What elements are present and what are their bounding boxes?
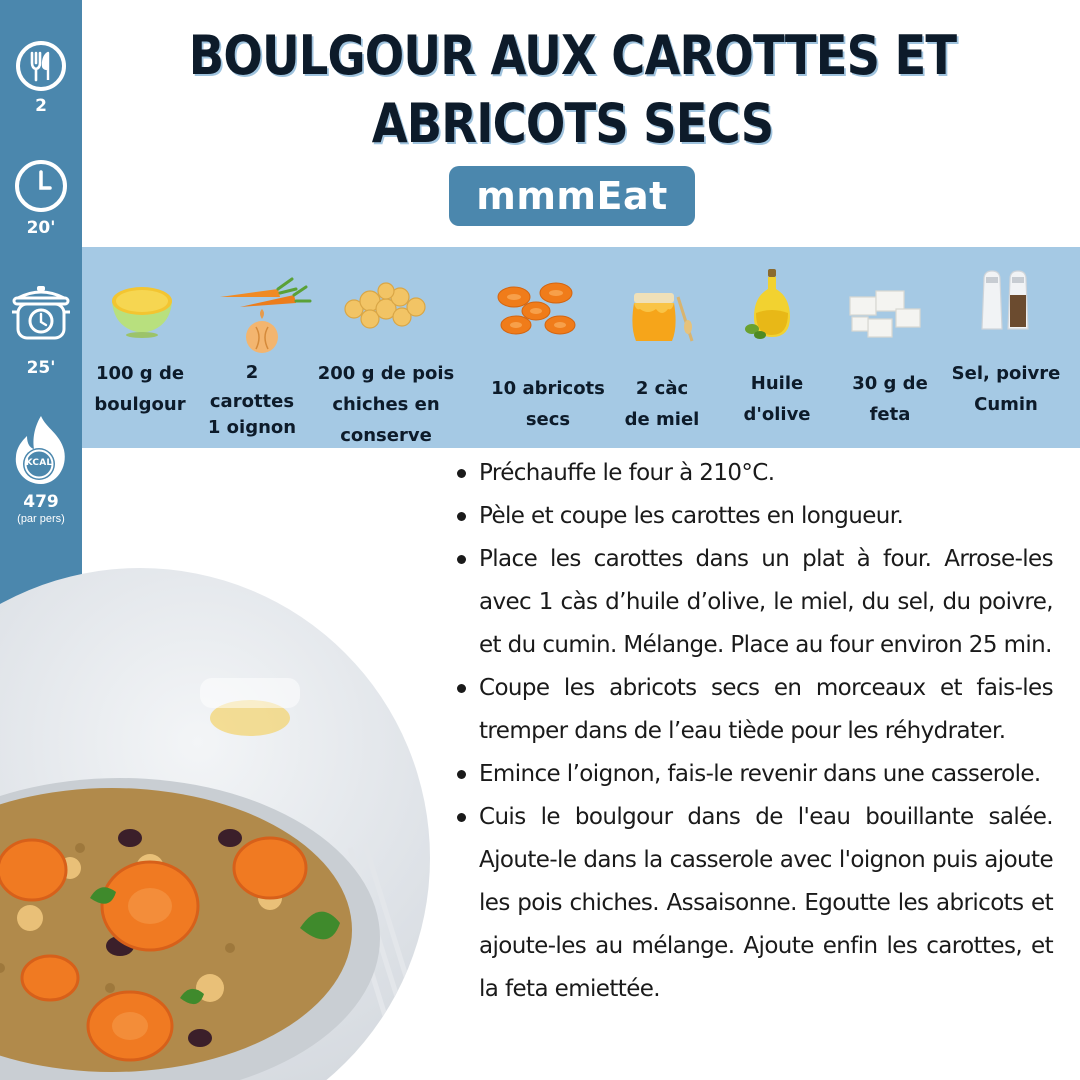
calories-note: (par pers) — [17, 513, 65, 525]
step-item: Cuis le boulgour dans de l'eau bouillante salée. Ajoute-le dans la casserole avec l'oignon puis ajoute les pois chiches. Assaisonne. Egoutte les abricots et ajoute-les au mélange. Ajoute enfin les carottes, et la feta emiettée. — [455, 796, 1053, 1011]
ingredient-carrots-onion — [200, 358, 304, 440]
ingredient-line: de miel — [624, 409, 700, 430]
clock-icon — [13, 158, 69, 214]
ingredient-line: 10 abricots — [491, 378, 605, 399]
ingredient-feta — [838, 368, 942, 430]
chickpeas-icon — [340, 279, 432, 331]
dish-photo — [0, 568, 430, 1080]
prep-time-value: 20' — [26, 218, 56, 238]
cook-time-block — [0, 282, 82, 378]
ingredient-line: d'olive — [743, 404, 811, 425]
feta-icon — [846, 287, 926, 343]
brand-logo: mmmEat — [449, 166, 695, 226]
ingredient-line: 100 g de — [95, 363, 185, 384]
ingredient-line: 30 g de — [852, 373, 928, 394]
servings-block — [0, 40, 82, 116]
step-item: Coupe les abricots secs en morceaux et fais-les tremper dans de l’eau tiède pour les réhydrater. — [455, 667, 1053, 753]
ingredient-bulgur — [87, 358, 193, 420]
salt-pepper-icon — [974, 269, 1034, 333]
recipe-title: BOULGOUR AUX CAROTTES ET ABRICOTS SECS — [188, 24, 957, 155]
ingredient-chickpeas — [306, 358, 466, 451]
step-item: Emince l’oignon, fais-le revenir dans une casserole. — [455, 753, 1053, 796]
step-item: Préchauffe le four à 210°C. — [455, 452, 1053, 495]
ingredient-line: secs — [525, 409, 571, 430]
kcal-flame-icon — [8, 414, 74, 486]
cook-time-value: 25' — [26, 358, 56, 378]
ingredient-line: Sel, poivre — [951, 363, 1061, 384]
ingredient-line: 2 — [245, 362, 259, 383]
ingredient-line: Huile — [750, 373, 804, 394]
ingredient-line: 1 oignon — [207, 417, 297, 438]
ingredient-line: conserve — [340, 425, 432, 446]
ingredient-line: chiches en — [332, 394, 440, 415]
ingredient-line: 200 g de pois — [317, 363, 455, 384]
servings-value: 2 — [35, 96, 47, 116]
ingredient-olive-oil — [722, 368, 832, 430]
olive-oil-icon — [742, 267, 800, 341]
dried-apricots-icon — [496, 281, 582, 339]
ingredient-line: Cumin — [974, 394, 1038, 415]
step-item: Pèle et coupe les carottes en longueur. — [455, 495, 1053, 538]
bulgur-bowl-icon — [106, 271, 178, 339]
kcal-badge: KCAL — [25, 458, 53, 468]
honey-jar-icon — [628, 287, 698, 345]
prep-time-block — [0, 158, 82, 238]
calories-value: 479 — [23, 492, 59, 512]
carrots-onion-icon — [216, 267, 312, 357]
calories-block — [0, 414, 82, 525]
ingredient-line: carottes — [209, 391, 295, 412]
ingredient-honey — [612, 373, 712, 435]
recipe-info-sidebar — [0, 0, 82, 612]
ingredient-line: 2 càc — [635, 378, 689, 399]
cooking-pot-icon — [8, 282, 74, 348]
ingredients-band — [82, 247, 1080, 448]
fork-knife-icon — [15, 40, 67, 92]
ingredient-line: boulgour — [94, 394, 186, 415]
recipe-steps — [455, 452, 1053, 1011]
ingredient-apricots — [480, 373, 616, 435]
step-item: Place les carottes dans un plat à four. Arrose-les avec 1 càs d’huile d’olive, le miel, du sel, du poivre, et du cumin. Mélange. Place au four environ 25 min. — [455, 538, 1053, 667]
ingredient-line: feta — [869, 404, 911, 425]
ingredient-seasoning — [942, 358, 1070, 420]
